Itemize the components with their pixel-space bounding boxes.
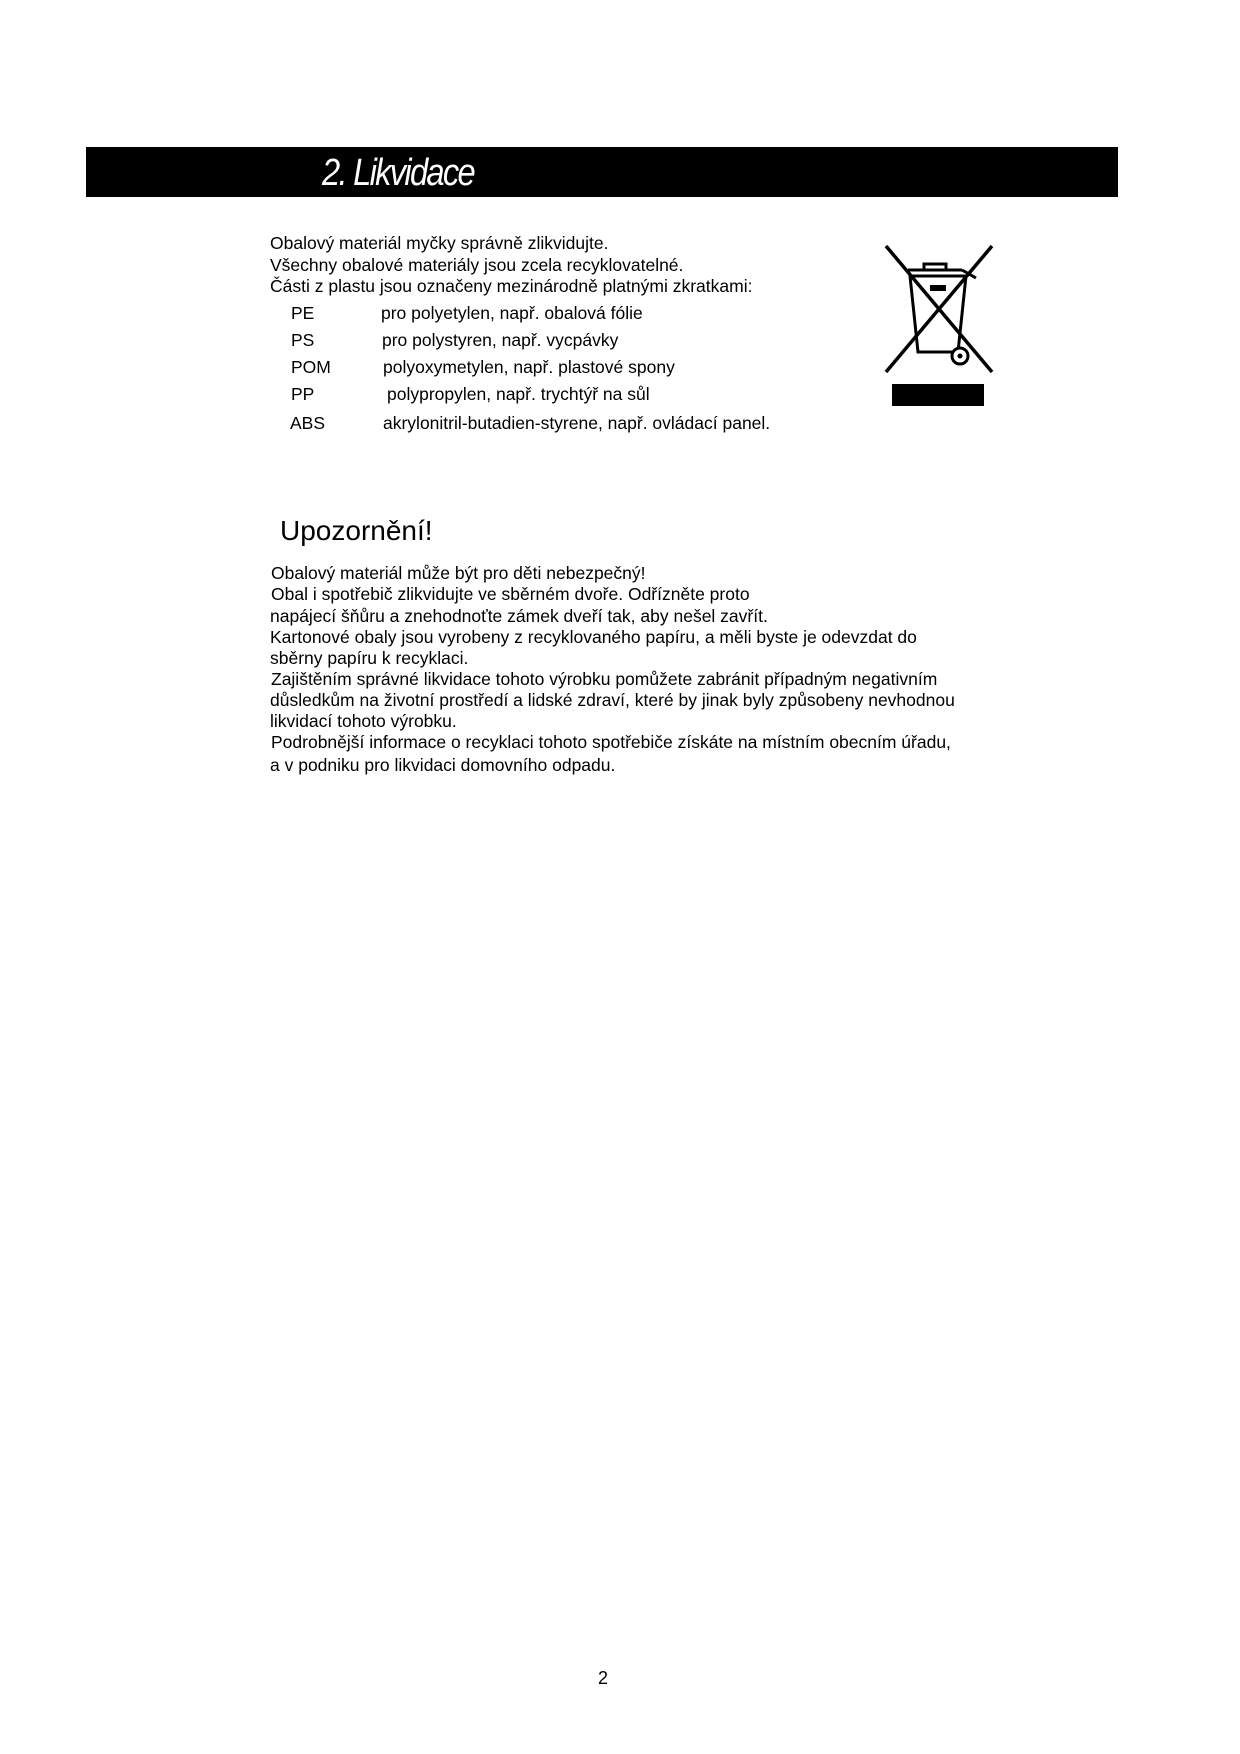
page-number: 2 <box>598 1668 609 1688</box>
plastic-abbr: ABS <box>290 413 326 433</box>
plastic-desc: pro polyetylen, např. obalová fólie <box>381 303 643 323</box>
intro-line: Obalový materiál myčky správně zlikvidujte. <box>270 233 609 253</box>
warning-line: sběrny papíru k recyklaci. <box>270 648 469 668</box>
plastic-abbr: PS <box>291 330 315 350</box>
warning-line: Zajištěním správné likvidace tohoto výrobku pomůžete zabránit případným negativním <box>271 669 938 689</box>
plastic-desc: pro polystyren, např. vycpávky <box>382 330 619 350</box>
plastic-abbr: PE <box>291 303 315 323</box>
plastic-desc: akrylonitril-butadien-styrene, např. ovládací panel. <box>383 413 771 433</box>
warning-heading: Upozornění! <box>280 515 433 546</box>
warning-line: Podrobnější informace o recyklaci tohoto spotřebiče získáte na místním obecním úřadu, <box>271 732 951 752</box>
crossed-out-wheelie-bin-icon <box>880 242 1000 412</box>
plastic-abbr: PP <box>291 384 315 404</box>
warning-line: likvidací tohoto výrobku. <box>270 711 457 731</box>
warning-line: napájecí šňůru a znehodnoťte zámek dveří tak, aby nešel zavřít. <box>270 606 768 626</box>
intro-line: Všechny obalové materiály jsou zcela recyklovatelné. <box>270 255 684 275</box>
warning-line: Kartonové obaly jsou vyrobeny z recyklovaného papíru, a měli byste je odevzdat do <box>270 627 917 647</box>
plastic-desc: polyoxymetylen, např. plastové spony <box>383 357 675 377</box>
warning-line: Obalový materiál může být pro děti nebezpečný! <box>271 563 646 583</box>
plastic-abbr: POM <box>291 357 331 377</box>
section-header-bar <box>86 147 1118 197</box>
warning-line: Obal i spotřebič zlikvidujte ve sběrném dvoře. Odřízněte proto <box>271 584 750 604</box>
warning-line: důsledkům na životní prostředí a lidské zdraví, které by jinak byly způsobeny nevhodnou <box>270 690 955 710</box>
intro-line: Části z plastu jsou označeny mezinárodně platnými zkratkami: <box>270 276 753 296</box>
warning-line: a v podniku pro likvidaci domovního odpadu. <box>270 755 616 775</box>
plastic-desc: polypropylen, např. trychtýř na sůl <box>387 384 650 404</box>
section-title: 2. Likvidace <box>322 152 474 194</box>
